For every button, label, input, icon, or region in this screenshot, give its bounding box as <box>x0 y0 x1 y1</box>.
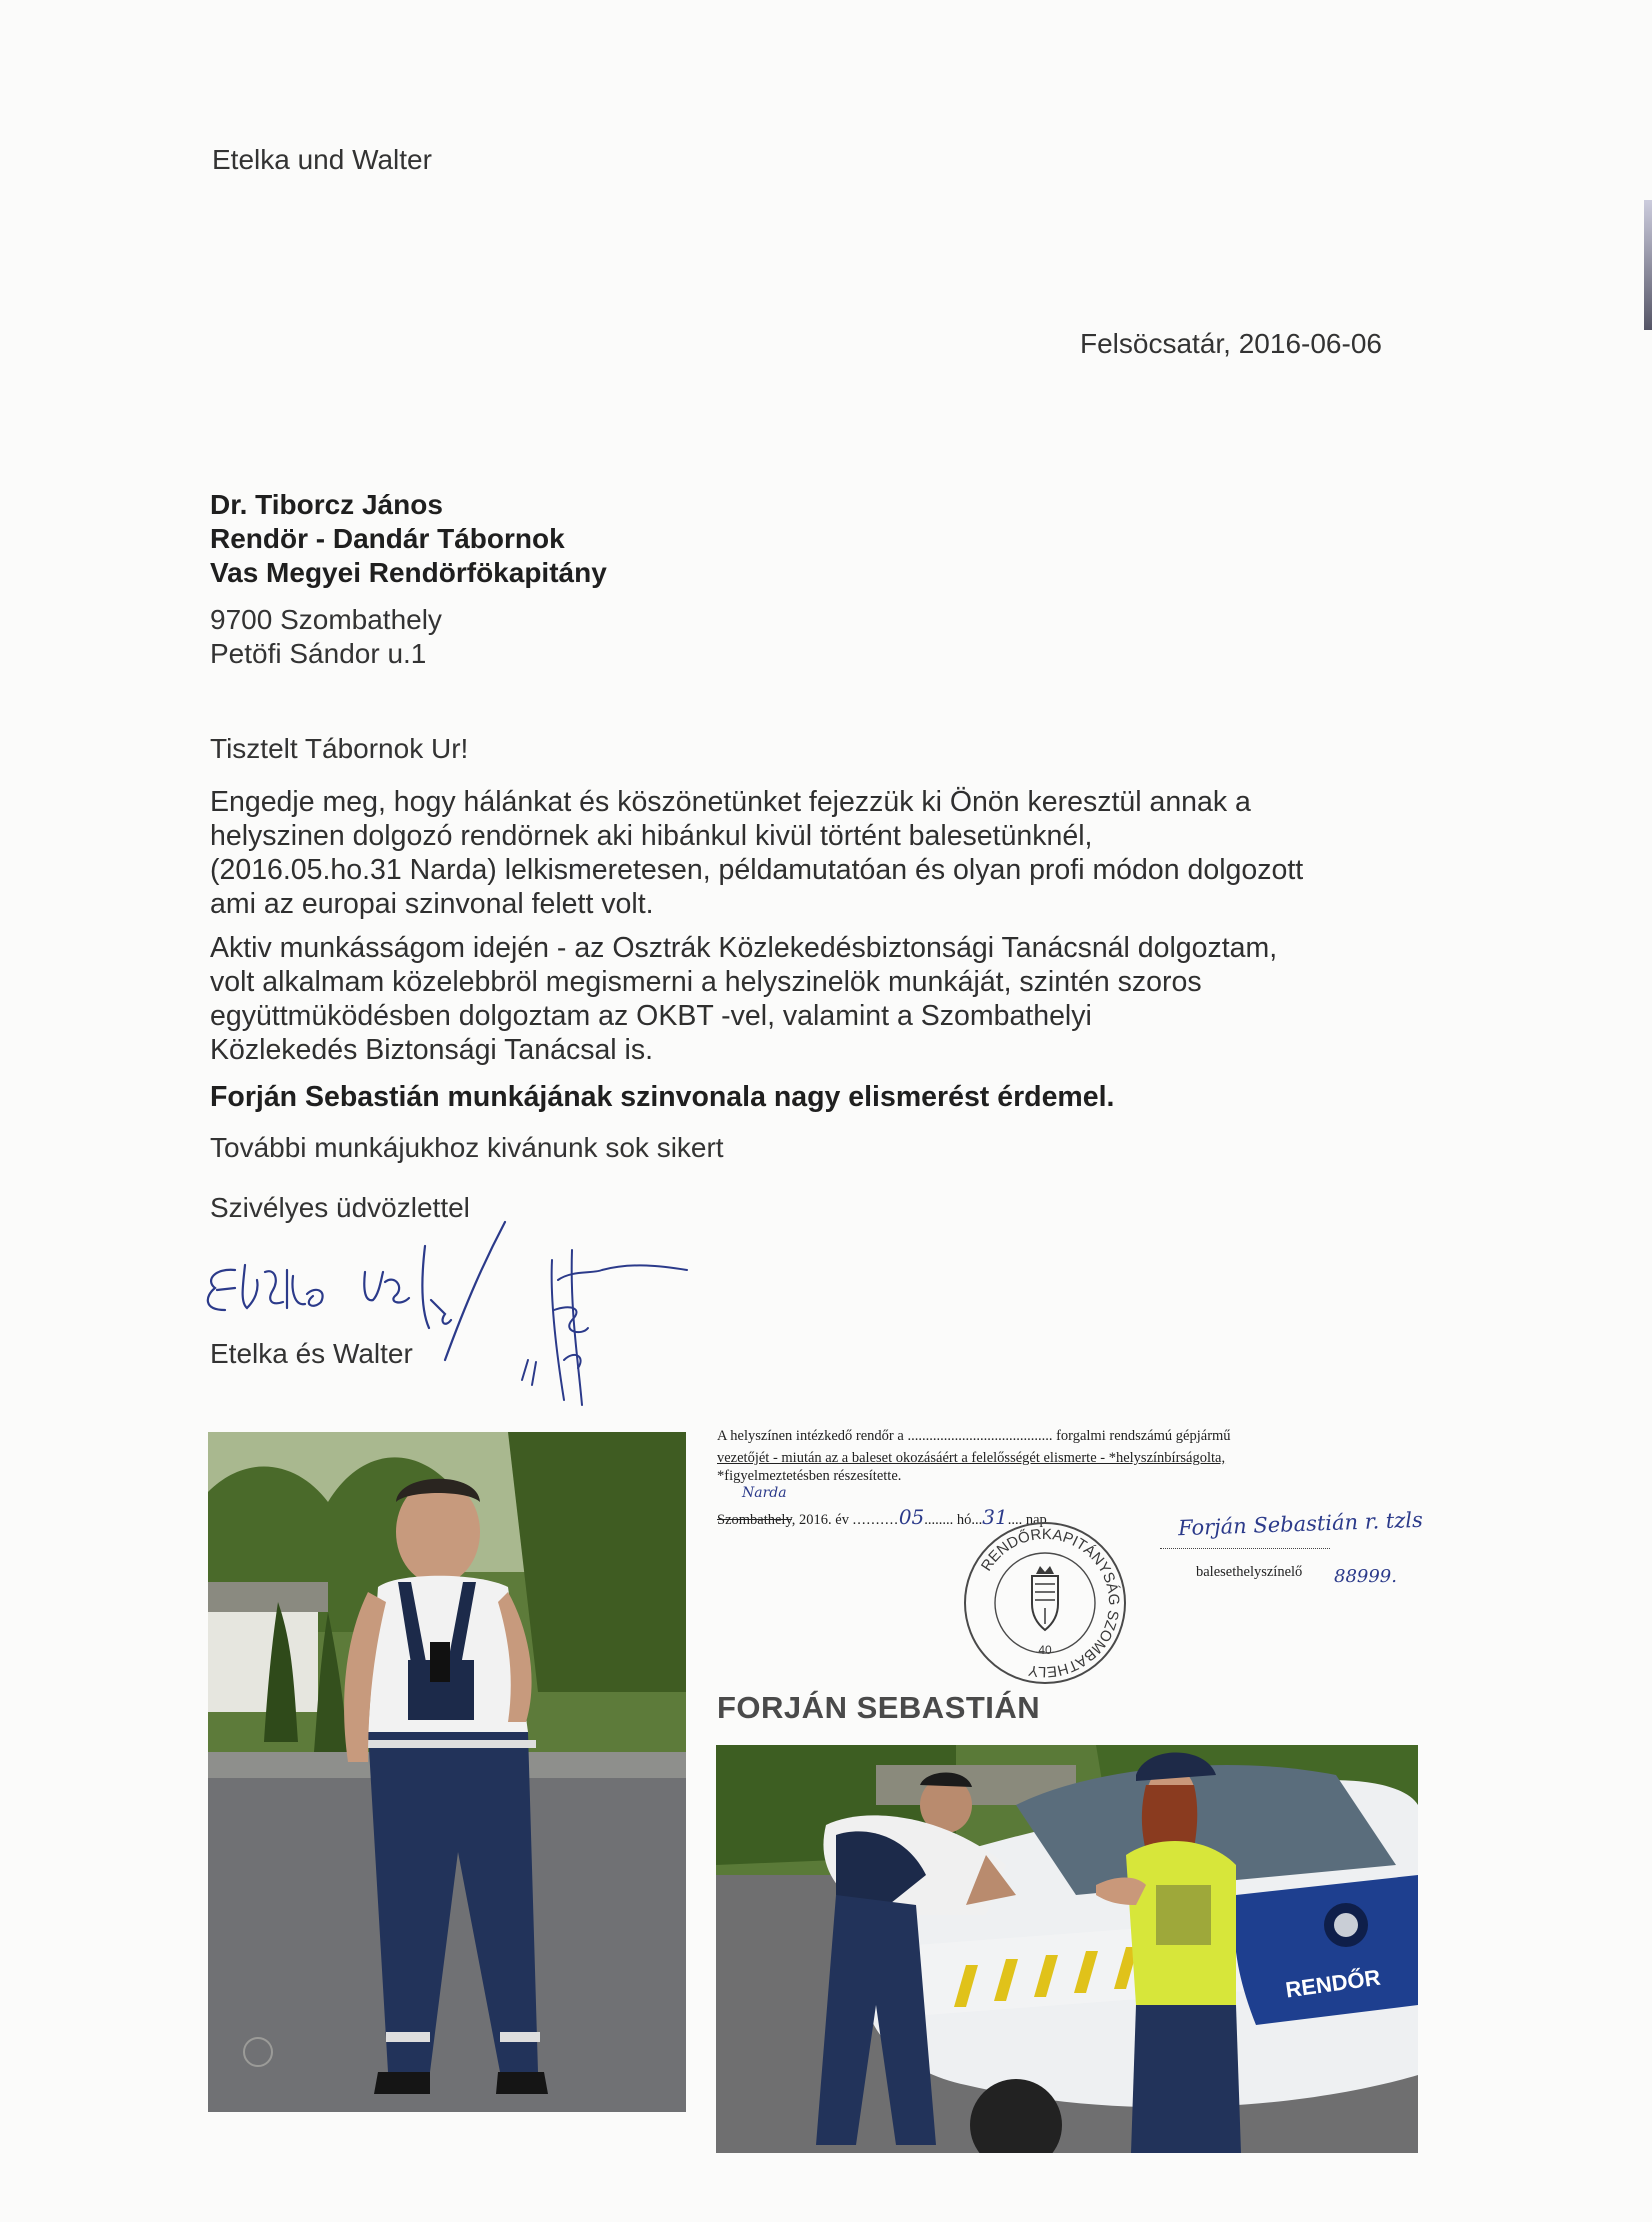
paragraph-1-line: Engedje meg, hogy hálánkat és köszönetünket fejezzük ki Önön keresztül annak a <box>210 786 1251 818</box>
recipient-name: Dr. Tiborcz János <box>210 489 443 520</box>
form-line-1: A helyszínen intézkedő rendőr a ........................................ forgalmi rendszámú gépjármű <box>717 1428 1231 1444</box>
highlight-sentence: Forján Sebastián munkájának szinvonala nagy elismerést érdemel. <box>210 1081 1115 1113</box>
recipient-rank: Rendör - Dandár Tábornok <box>210 523 565 554</box>
form-officer-handwritten: Forján Sebastián r. tzls <box>1177 1507 1424 1541</box>
form-place-printed: Szombathely <box>717 1512 792 1528</box>
coat-of-arms-icon <box>1032 1566 1058 1630</box>
form-month: 05 <box>898 1505 925 1529</box>
officer-name: FORJÁN SEBASTIÁN <box>717 1690 1041 1725</box>
paragraph-1-line: ami az europai szinvonal felett volt. <box>210 888 654 920</box>
form-place-handwritten: Narda <box>742 1485 787 1501</box>
car-label: RENDŐR <box>1284 1964 1382 2003</box>
form-day-label: nap <box>1025 1512 1047 1528</box>
form-signature-line <box>1160 1548 1330 1549</box>
form-year: , 2016. év <box>791 1512 849 1528</box>
paragraph-2-line: Aktiv munkásságom idején - az Osztrák Közlekedésbiztonsági Tanácsnál dolgoztam, <box>210 932 1278 964</box>
paragraph-2-line: volt alkalmam közelebbröl megismerni a helyszinelök munkáját, szintén szoros <box>210 966 1202 998</box>
photo-officer-portrait-image <box>208 1432 686 2112</box>
wishes: További munkájukhoz kivánunk sok sikert <box>210 1132 724 1163</box>
photo-officers-at-car <box>716 1745 1418 2153</box>
photo-officer-portrait <box>208 1432 686 2112</box>
recipient-city: 9700 Szombathely <box>210 604 442 635</box>
recipient-block <box>210 488 607 671</box>
form-month-label: hó <box>956 1512 972 1528</box>
salutation: Tisztelt Tábornok Ur! <box>210 733 469 764</box>
paragraph-1 <box>210 785 1303 921</box>
stamp-number: 40 <box>1038 1643 1052 1657</box>
recipient-office: Vas Megyei Rendörfökapitány <box>210 557 607 588</box>
scan-edge <box>1644 200 1652 330</box>
form-role: balesethelyszínelő <box>1196 1564 1303 1580</box>
recipient-street: Petöfi Sándor u.1 <box>210 638 427 669</box>
paragraph-1-line: (2016.05.ho.31 Narda) lelkismeretesen, példamutatóan és olyan profi módon dolgozott <box>210 854 1304 886</box>
paragraph-2-line: Közlekedés Biztonsági Tanácsal is. <box>210 1034 654 1066</box>
handwritten-signature-mark <box>512 1240 692 1410</box>
paragraph-2-line: együttmüködésben dolgoztam az OKBT -vel, valamint a Szombathelyi <box>210 1000 1092 1032</box>
police-stamp <box>960 1518 1130 1688</box>
paragraph-2 <box>210 931 1277 1067</box>
sender: Etelka und Walter <box>212 144 432 175</box>
closing: Szivélyes üdvözlettel <box>210 1192 470 1223</box>
form-line-2: vezetőjét - miután az a baleset okozásáért a felelősségét elismerte - *helyszínbírságolta, <box>717 1450 1226 1466</box>
photo-officers-at-car-image <box>716 1745 1418 2153</box>
signature-name: Etelka és Walter <box>210 1338 413 1369</box>
stamp-text-path: RENDŐRKAPITÁNYSÁG SZOMBATHELY <box>977 1525 1123 1681</box>
form-line-3: *figyelmeztetésben részesítette. <box>717 1468 902 1484</box>
form-day: 31 <box>982 1505 1008 1529</box>
form-number: 88999. <box>1334 1566 1397 1587</box>
place-date: Felsöcsatár, 2016-06-06 <box>1080 328 1382 359</box>
paragraph-1-line: helyszinen dolgozó rendörnek aki hibánkul kivül történt balesetünknél, <box>210 820 1093 852</box>
form-date-line: Szombathely, 2016. év ..........05........ hó...31.... nap <box>717 1505 1047 1529</box>
